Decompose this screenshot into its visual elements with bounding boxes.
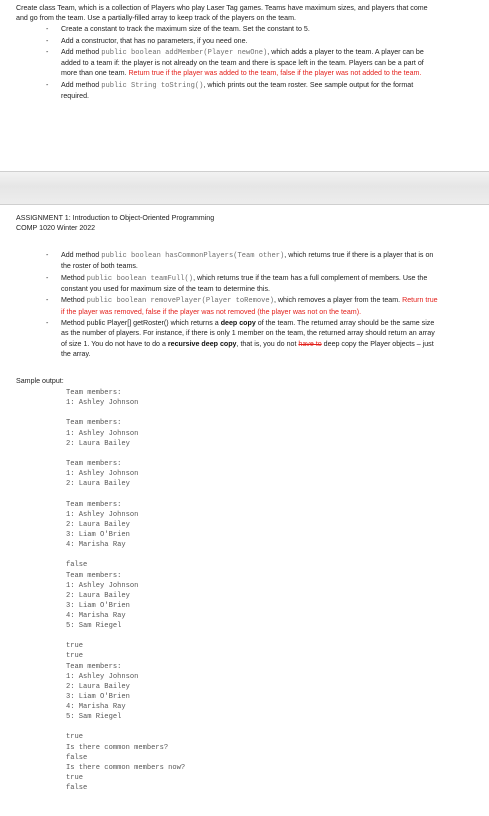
bullet-item [46,47,441,79]
output-line: 2: Laura Bailey [66,591,130,600]
bullet-text: deep copy the Player objects – just the array. [61,339,434,358]
bullet-text: Add method [61,251,102,259]
bullet-text: Method public Player[] getRoster() which returns a [61,319,221,328]
output-line: 4: Marisha Ray [66,611,126,620]
output-block [66,641,185,722]
output-line: 1: Ashley Johnson [66,470,139,479]
output-line: Team members: [66,662,122,671]
sample-output [66,388,185,803]
requirements-list-2 [46,250,441,360]
output-line: 4: Marisha Ray [66,541,126,550]
output-line: Is there common members? [66,743,169,752]
output-line: false [66,783,88,792]
output-line: Team members: [66,389,122,397]
assignment-title: ASSIGNMENT 1: Introduction to Object-Oriented Programming [16,214,215,222]
bullet-text: Return true if the player was added to the team, false if the player was not added to the team. [128,69,422,78]
output-line: 2: Laura Bailey [66,682,130,691]
output-line: 5: Sam Riegel [66,621,122,630]
output-line: 3: Liam O'Brien [66,601,130,610]
code-signature: public boolean addMember(Player newOne) [101,49,268,57]
code-signature: public boolean teamFull() [86,274,194,283]
output-line: true [66,652,84,661]
bullet-text: Add method [61,48,102,56]
bullet-item [46,295,441,316]
sample-output-label: Sample output: [16,377,64,385]
bullet-item [46,24,441,34]
output-line: false [66,561,88,570]
output-line: Team members: [66,460,122,469]
output-line: 3: Liam O'Brien [66,530,130,539]
output-line: 2: Laura Bailey [66,480,130,489]
output-line: true [66,642,84,651]
bullet-item [46,273,441,294]
output-block [66,418,185,448]
output-line: Team members: [66,500,122,509]
bullet-text: of the team. The returned array should be the same size as the number of players. For instance, if there is only 1 member on the team, the returned array should return an array of size 1. You do not have to do a [61,319,435,348]
course-title: COMP 1020 Winter 2022 [16,223,96,232]
bullet-text: , which returns true if there is a player that is on the roster of both teams. [61,251,434,271]
bullet-text: Method [61,296,87,305]
bullet-text: Add method [61,80,102,89]
output-line: 1: Ashley Johnson [66,510,139,519]
bullet-item [46,36,441,46]
document-page-2 [0,205,489,816]
bullet-text: deep copy [220,319,256,328]
bullet-item [46,318,441,359]
page-header [16,214,214,234]
page-break [0,171,489,205]
bullet-item [46,80,441,101]
output-block [66,459,185,489]
code-signature: public boolean removePlayer(Player toRemove) [86,297,274,306]
bullet-text: Method [61,273,87,282]
output-block [66,732,185,793]
bullet-text: Return true if the player was removed, false if the player was not removed (the player was not on the team). [61,296,438,316]
output-line: Team members: [66,419,122,428]
bullet-text: Create a constant to track the maximum size of the team. Set the constant to 5. [61,25,310,33]
document-page-1 [0,0,489,171]
output-line: 1: Ashley Johnson [66,399,139,408]
bullet-item [46,250,441,271]
output-line: true [66,773,84,782]
bullet-text: , which removes a player from the team. [273,296,403,305]
intro-paragraph: Create class Team, which is a collection of Players who play Laser Tag games. Teams have maximum sizes, and players that come and go from the team. Use a partially-filled array to keep track of the players on the team. [16,4,428,23]
output-line: Team members: [66,571,122,580]
bullet-text: Add a constructor, that has no parameters, if you need one. [61,36,248,45]
requirements-list-1 [46,24,441,103]
output-line: 1: Ashley Johnson [66,581,139,590]
output-line: true [66,733,84,742]
output-block [66,500,185,550]
bullet-text: , which prints out the team roster. See sample output for the format required. [61,80,414,101]
output-line: 3: Liam O'Brien [66,692,130,701]
output-block [66,560,185,631]
output-line: 2: Laura Bailey [66,439,130,448]
output-line: Is there common members now? [66,763,186,772]
output-line: 2: Laura Bailey [66,520,130,529]
output-line: false [66,753,88,762]
bullet-text: , which returns true if the team has a full complement of members. Use the constant you used for maximum size of the team to determine this. [61,273,428,293]
output-line: 1: Ashley Johnson [66,429,139,438]
bullet-text: have to [298,339,322,348]
code-signature: public boolean hasCommonPlayers(Team other) [101,252,285,260]
output-line: 1: Ashley Johnson [66,672,139,681]
bullet-text: , that is, you do not [236,339,299,348]
bullet-text: , which adds a player to the team. A player can be added to a team if: the player is not already on the team and there is space left in the team. Players can be a part of more than one team. [61,48,424,78]
output-line: 4: Marisha Ray [66,702,126,711]
output-block [66,388,185,408]
bullet-text: recursive deep copy [167,339,237,348]
output-line: 5: Sam Riegel [66,713,122,722]
code-signature: public String toString() [101,81,204,90]
